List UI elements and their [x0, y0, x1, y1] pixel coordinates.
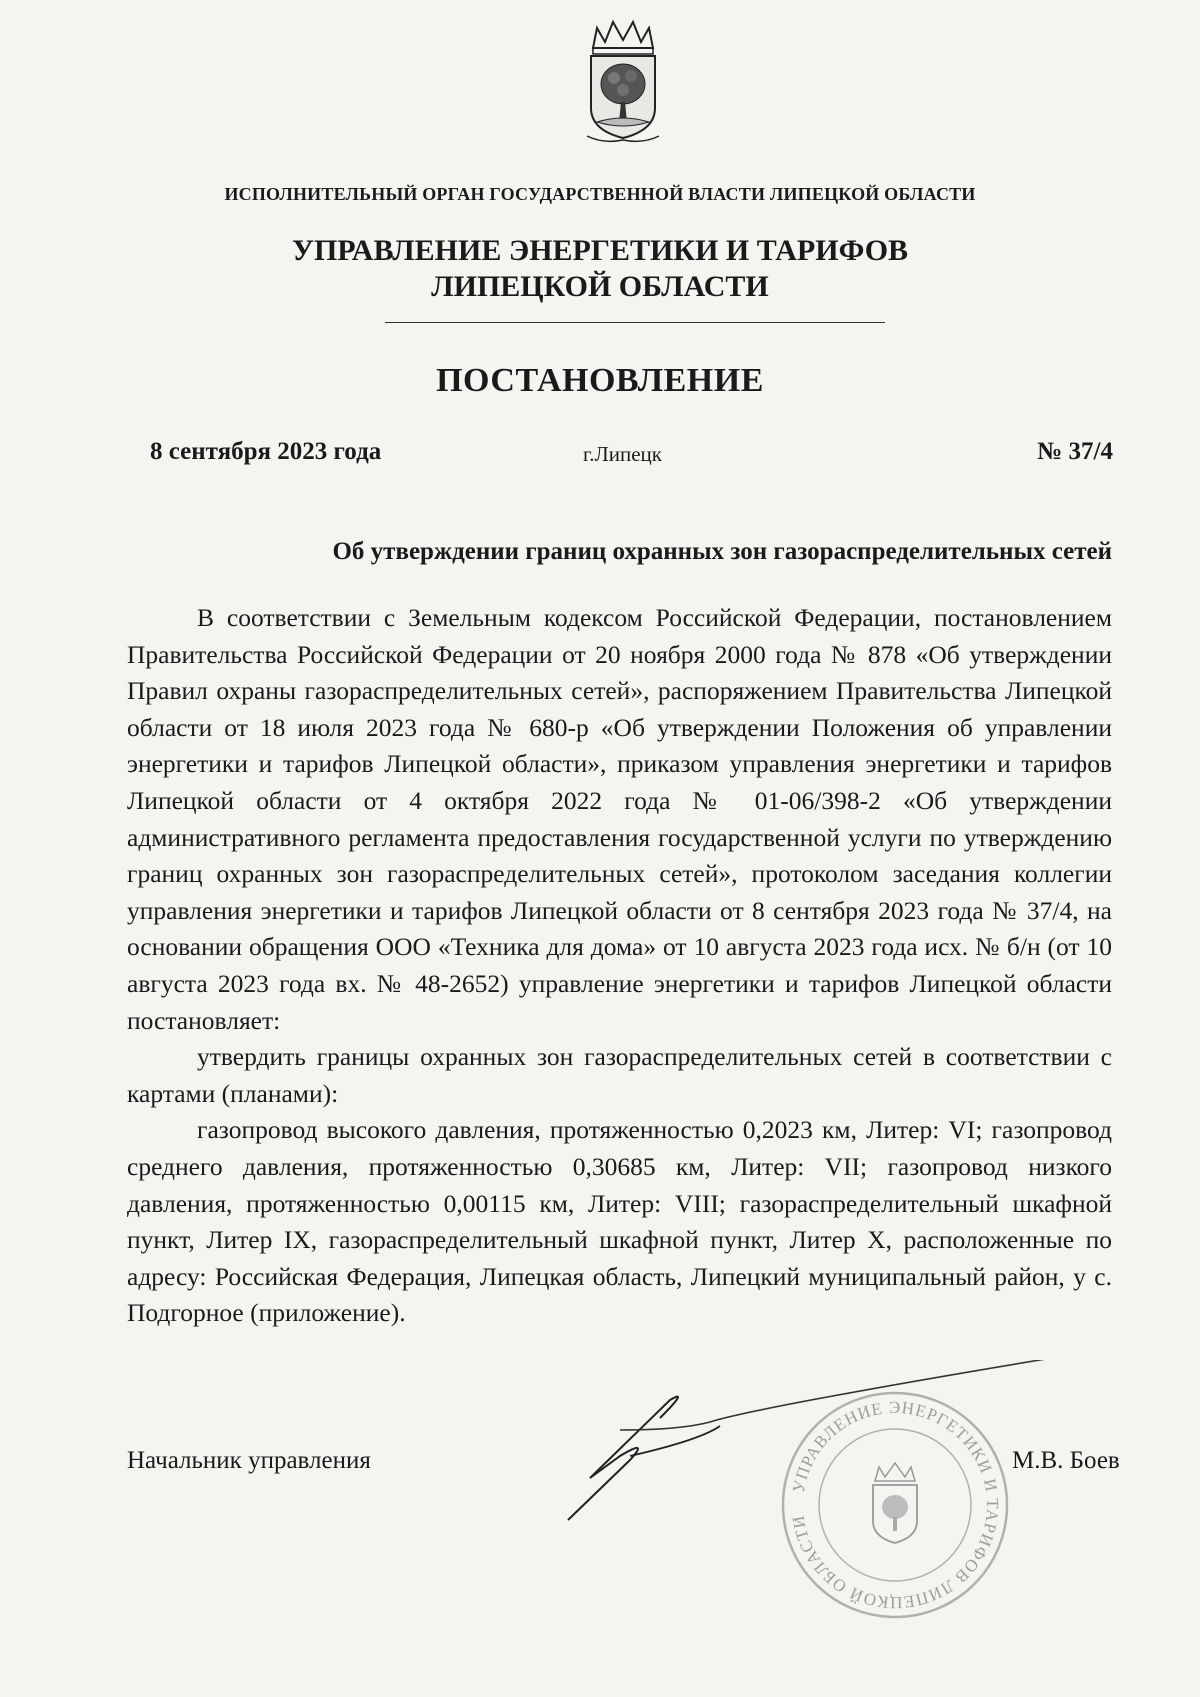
body-paragraph: В соответствии с Земельным кодексом Российской Федерации, постановлением Правительства Российской Федерации от 20 ноября 2000 года № 878 «Об утверждении Правил охраны газораспределительных сетей», распоряжением Правительства Липецкой области от 18 июля 2023 года № 680-р «Об утверждении Положения об управлении энергетики и тарифов Липецкой области», приказом управления энергетики и тарифов Липецкой области от 4 октября 2022 года № 01-06/398-2 «Об утверждении административного регламента предоставления государственной услуги по утверждению границ охранных зон газораспределительных сетей», протоколом заседания коллегии управления энергетики и тарифов Липецкой области от 8 сентября 2023 года № 37/4, на основании обращения ООО «Техника для дома» от 10 августа 2023 года исх. № б/н (от 10 августа 2023 года вх. № 48-2652) управление энергетики и тарифов Липецкой области постановляет: — [127, 603, 1112, 1035]
svg-text:УПРАВЛЕНИЕ ЭНЕРГЕТИКИ И ТАРИФО: УПРАВЛЕНИЕ ЭНЕРГЕТИКИ И ТАРИФОВ ЛИПЕЦКОЙ ОБЛАСТИ — [788, 1397, 1003, 1613]
document-type: ПОСТАНОВЛЕНИЕ — [436, 362, 764, 399]
body-paragraph: утвердить границы охранных зон газораспределительных сетей в соответствии с картами (планами): — [127, 1042, 1112, 1108]
signer-name: М.В. Боев — [1012, 1447, 1120, 1474]
signer-title: Начальник управления — [127, 1447, 371, 1474]
header-divider — [385, 322, 885, 323]
body-paragraph: газопровод высокого давления, протяженностью 0,2023 км, Литер: VI; газопровод среднего давления, протяженностью 0,30685 км, Литер: VII; газопровод низкого давления, протяженностью 0,00115 км, Литер: VIII; газораспределительный шкафной пункт, Литер IX, газораспределительный шкафной пункт, Литер X, расположенные по адресу: Российская Федерация, Липецкая область, Липецкий муниципальный район, у с. Подгорное (приложение). — [127, 1115, 1112, 1328]
coat-of-arms-emblem — [583, 18, 663, 148]
document-city: г.Липецк — [583, 442, 662, 466]
document-date: 8 сентября 2023 года — [150, 438, 382, 465]
department-name-line-1: УПРАВЛЕНИЕ ЭНЕРГЕТИКИ И ТАРИФОВ — [291, 234, 909, 267]
issuing-authority: ИСПОЛНИТЕЛЬНЫЙ ОРГАН ГОСУДАРСТВЕННОЙ ВЛАСТИ ЛИПЕЦКОЙ ОБЛАСТИ — [224, 184, 976, 204]
document-number: № 37/4 — [1037, 438, 1113, 465]
department-name-line-2: ЛИПЕЦКОЙ ОБЛАСТИ — [431, 270, 769, 303]
document-subject: Об утверждении границ охранных зон газораспределительных сетей — [332, 538, 1112, 565]
department-name — [0, 233, 1200, 305]
document-body — [127, 600, 1112, 1332]
